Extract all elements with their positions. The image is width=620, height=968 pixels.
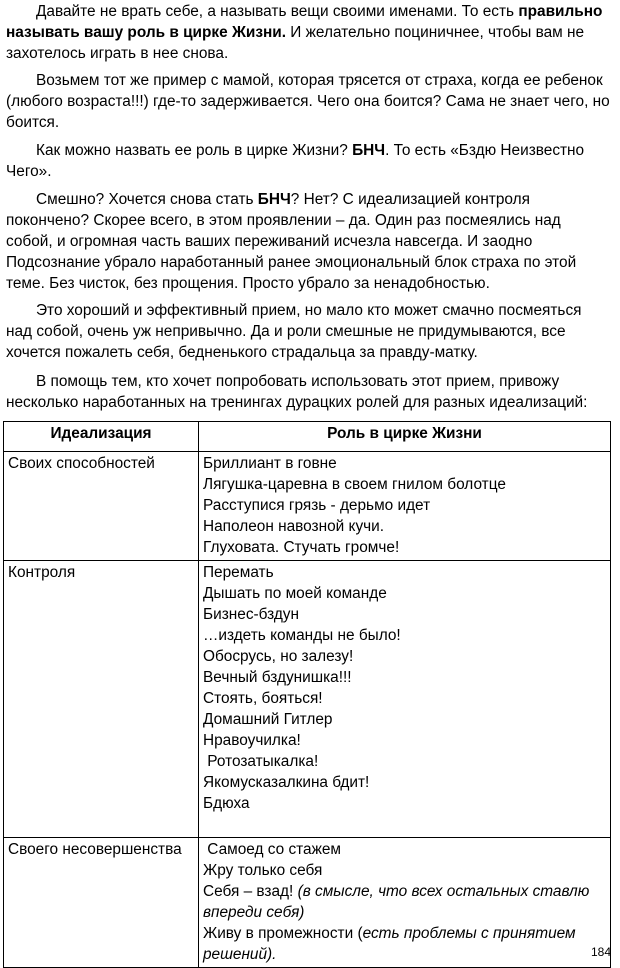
role-line: Обосрусь, но залезу!: [203, 648, 354, 665]
table-row: [4, 561, 611, 838]
paragraph-4: [6, 189, 610, 294]
header-role: Роль в цирке Жизни: [199, 422, 611, 452]
roles-cell: [199, 452, 611, 561]
paragraph-6-text: В помощь тем, кто хочет попробовать использовать этот прием, привожу несколько наработанных на тренингах дурацких ролей для разных идеализаций:: [6, 373, 588, 411]
paragraph-6: [6, 371, 610, 413]
idealization-cell: Своего несовершенства: [4, 838, 199, 968]
role-line: Бизнес-бздун: [203, 606, 300, 623]
role-line-part: Себя – взад!: [203, 883, 298, 900]
page-number: 184: [590, 945, 611, 959]
idealization-cell: Контроля: [4, 561, 199, 838]
role-line: Наполеон навозной кучи.: [203, 518, 385, 535]
role-line: Расступися грязь - дерьмо идет: [203, 497, 431, 514]
role-line-italic-note: (в смысле, что всех остальных ставлю впереди себя): [203, 883, 590, 921]
role-line: Глуховата. Стучать громче!: [203, 539, 400, 556]
role-line: Бриллиант в говне: [203, 455, 337, 472]
paragraph-2-text: Возьмем тот же пример с мамой, которая трясется от страха, когда ее ребенок (любого возраста!!!) где-то задерживается. Чего она боится? Сама не знает чего, но боится.: [6, 72, 610, 131]
paragraph-3: [6, 140, 610, 182]
paragraph-3-bold: БНЧ: [352, 142, 386, 159]
role-line: …издеть команды не было!: [203, 627, 401, 644]
paragraph-4-bold: БНЧ: [257, 191, 291, 208]
paragraph-1: [6, 1, 610, 64]
role-line: Перемать: [203, 564, 274, 581]
role-line: Ротозатыкалка!: [203, 753, 319, 770]
role-line: Якомусказалкина бдит!: [203, 774, 370, 791]
role-line-spacer: [203, 814, 606, 835]
role-line: Дышать по моей команде: [203, 585, 387, 602]
role-line-italic-note: есть проблемы с принятием решений).: [203, 925, 576, 963]
role-line: Вечный бздунишка!!!: [203, 669, 352, 686]
role-line: Жру только себя: [203, 862, 323, 879]
table-row: [4, 452, 611, 561]
paragraph-5: [6, 300, 610, 363]
paragraph-4-part-3: ? Нет? С идеализацией контроля покончено? Скорее всего, в этом проявлении – да. Один раз посмеялись над собой, и огромная часть ваших переживаний исчезла навсегда. И заодно Подсознание убрало наработанный ранее эмоциональный блок страха по этой теме. Без чисток, без прощения. Просто убрало за ненадобностью.: [6, 191, 577, 292]
table-header-row: [4, 422, 611, 452]
role-line: Бдюха: [203, 795, 250, 812]
role-line: Стоять, бояться!: [203, 690, 323, 707]
roles-cell: [199, 838, 611, 968]
role-line-part: Живу в промежности (: [203, 925, 363, 942]
role-line: [203, 923, 606, 965]
role-line: [203, 881, 606, 923]
roles-cell: [199, 561, 611, 838]
role-line: Самоед со стажем: [203, 841, 342, 858]
paragraph-2: [6, 70, 610, 133]
roles-table: [3, 421, 611, 968]
paragraph-1-part-1: Давайте не врать себе, а называть вещи своими именами. То есть: [36, 3, 519, 20]
header-idealization: Идеализация: [4, 422, 199, 452]
role-line: Лягушка-царевна в своем гнилом болотце: [203, 476, 506, 493]
paragraph-1-bold: правильно называть вашу роль в цирке Жизни.: [6, 3, 603, 41]
paragraph-3-part-3: . То есть «Бздю Неизвестно Чего».: [6, 142, 585, 180]
paragraph-4-part-1: Смешно? Хочется снова стать: [36, 191, 258, 208]
table-row: [4, 838, 611, 968]
role-line: Нравоучилка!: [203, 732, 301, 749]
idealization-cell: Своих способностей: [4, 452, 199, 561]
paragraph-3-part-1: Как можно назвать ее роль в цирке Жизни?: [36, 142, 353, 159]
role-line: Домашний Гитлер: [203, 711, 333, 728]
paragraph-5-text: Это хороший и эффективный прием, но мало кто может смачно посмеяться над собой, очень уж непривычно. Да и роли смешные не придумываются, все хочется пожалеть себя, бедненького страдальца за правду-матку.: [6, 302, 582, 361]
paragraph-1-part-3: И желательно поциничнее, чтобы вам не захотелось играть в нее снова.: [6, 24, 585, 62]
